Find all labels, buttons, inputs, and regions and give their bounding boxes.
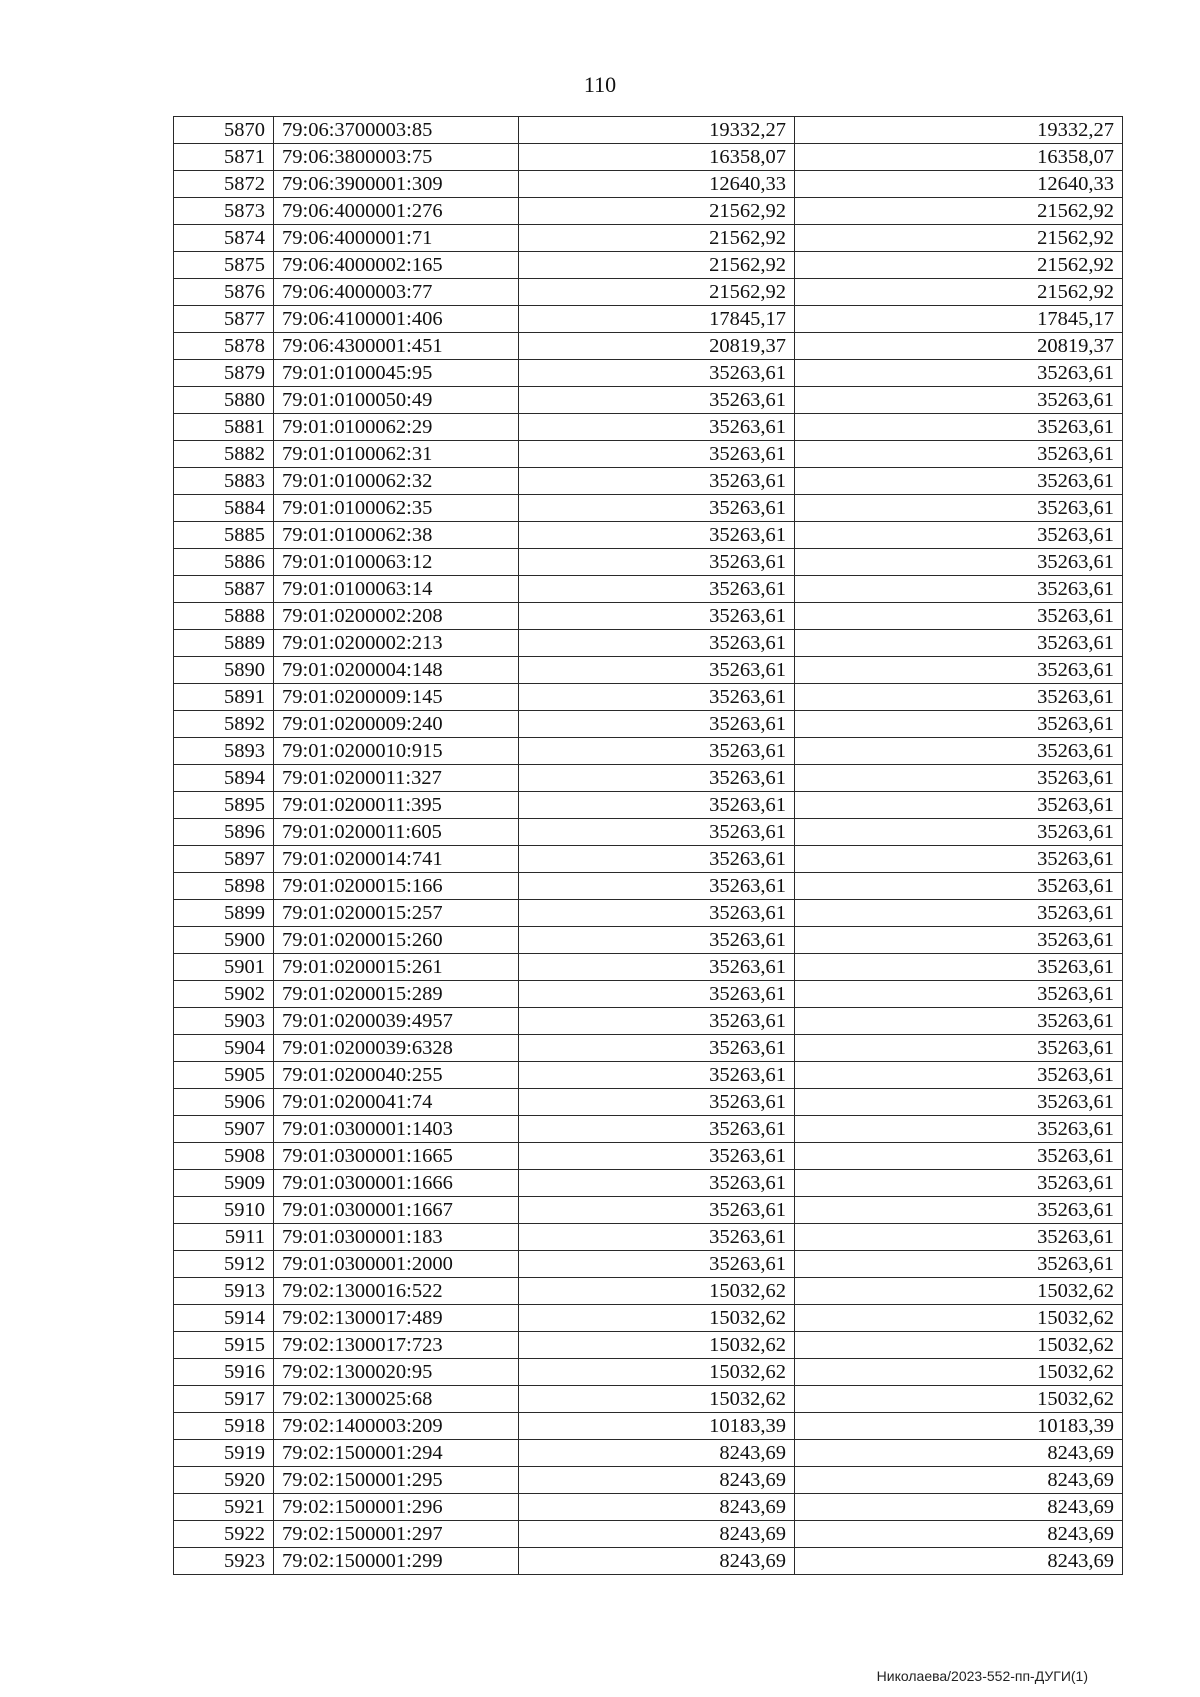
cadastral-number: 79:01:0200040:255 (274, 1062, 519, 1089)
table-row (174, 1278, 1123, 1305)
table-row (174, 171, 1123, 198)
cadastral-number: 79:06:4000001:71 (274, 225, 519, 252)
table-row (174, 1413, 1123, 1440)
value-previous: 35263,61 (519, 495, 795, 522)
cadastral-number: 79:06:4100001:406 (274, 306, 519, 333)
row-number: 5903 (174, 1008, 274, 1035)
value-current: 15032,62 (795, 1332, 1123, 1359)
table-row (174, 1359, 1123, 1386)
table-row (174, 495, 1123, 522)
row-number: 5873 (174, 198, 274, 225)
value-previous: 35263,61 (519, 1035, 795, 1062)
row-number: 5900 (174, 927, 274, 954)
table-row (174, 684, 1123, 711)
cadastral-number: 79:01:0200009:240 (274, 711, 519, 738)
row-number: 5878 (174, 333, 274, 360)
cadastral-number: 79:02:1500001:299 (274, 1548, 519, 1575)
table-row (174, 1548, 1123, 1575)
value-current: 35263,61 (795, 603, 1123, 630)
table-row (174, 333, 1123, 360)
value-current: 15032,62 (795, 1386, 1123, 1413)
row-number: 5883 (174, 468, 274, 495)
row-number: 5879 (174, 360, 274, 387)
row-number: 5920 (174, 1467, 274, 1494)
row-number: 5875 (174, 252, 274, 279)
cadastral-number: 79:01:0200015:261 (274, 954, 519, 981)
value-current: 8243,69 (795, 1548, 1123, 1575)
table-row (174, 873, 1123, 900)
cadastral-number: 79:02:1500001:295 (274, 1467, 519, 1494)
table-row (174, 981, 1123, 1008)
row-number: 5870 (174, 117, 274, 144)
value-previous: 35263,61 (519, 765, 795, 792)
cadastral-number: 79:02:1300016:522 (274, 1278, 519, 1305)
value-current: 16358,07 (795, 144, 1123, 171)
table-row (174, 1008, 1123, 1035)
cadastral-number: 79:01:0100045:95 (274, 360, 519, 387)
row-number: 5913 (174, 1278, 274, 1305)
value-current: 35263,61 (795, 819, 1123, 846)
value-current: 35263,61 (795, 711, 1123, 738)
value-current: 35263,61 (795, 1008, 1123, 1035)
row-number: 5895 (174, 792, 274, 819)
value-previous: 35263,61 (519, 414, 795, 441)
row-number: 5891 (174, 684, 274, 711)
cadastral-number: 79:01:0100062:29 (274, 414, 519, 441)
value-current: 17845,17 (795, 306, 1123, 333)
table-row (174, 1386, 1123, 1413)
value-previous: 21562,92 (519, 225, 795, 252)
cadastral-number: 79:01:0100062:31 (274, 441, 519, 468)
cadastral-number: 79:06:3900001:309 (274, 171, 519, 198)
table-row (174, 387, 1123, 414)
table-row (174, 900, 1123, 927)
cadastral-value-table (173, 116, 1123, 1575)
value-previous: 35263,61 (519, 927, 795, 954)
row-number: 5917 (174, 1386, 274, 1413)
cadastral-number: 79:01:0200010:915 (274, 738, 519, 765)
value-current: 19332,27 (795, 117, 1123, 144)
value-current: 35263,61 (795, 765, 1123, 792)
value-previous: 35263,61 (519, 711, 795, 738)
value-previous: 35263,61 (519, 630, 795, 657)
table-row (174, 198, 1123, 225)
value-current: 35263,61 (795, 1170, 1123, 1197)
row-number: 5893 (174, 738, 274, 765)
cadastral-number: 79:01:0200039:6328 (274, 1035, 519, 1062)
table-row (174, 765, 1123, 792)
table-row (174, 954, 1123, 981)
value-current: 35263,61 (795, 684, 1123, 711)
table-row (174, 711, 1123, 738)
value-current: 20819,37 (795, 333, 1123, 360)
cadastral-number: 79:01:0300001:183 (274, 1224, 519, 1251)
cadastral-number: 79:02:1500001:297 (274, 1521, 519, 1548)
cadastral-number: 79:02:1300017:489 (274, 1305, 519, 1332)
value-previous: 19332,27 (519, 117, 795, 144)
cadastral-number: 79:01:0100063:14 (274, 576, 519, 603)
table-row (174, 603, 1123, 630)
value-current: 35263,61 (795, 414, 1123, 441)
row-number: 5894 (174, 765, 274, 792)
value-current: 35263,61 (795, 1089, 1123, 1116)
page-number: 110 (583, 72, 617, 97)
table-row (174, 1224, 1123, 1251)
value-previous: 15032,62 (519, 1359, 795, 1386)
table-row (174, 738, 1123, 765)
row-number: 5880 (174, 387, 274, 414)
value-previous: 8243,69 (519, 1494, 795, 1521)
table-row (174, 1467, 1123, 1494)
value-current: 35263,61 (795, 738, 1123, 765)
cadastral-number: 79:01:0200015:260 (274, 927, 519, 954)
value-previous: 15032,62 (519, 1278, 795, 1305)
table-row (174, 792, 1123, 819)
table-row (174, 1494, 1123, 1521)
row-number: 5871 (174, 144, 274, 171)
value-previous: 35263,61 (519, 846, 795, 873)
row-number: 5907 (174, 1116, 274, 1143)
row-number: 5904 (174, 1035, 274, 1062)
table-row (174, 522, 1123, 549)
row-number: 5921 (174, 1494, 274, 1521)
table-row (174, 1170, 1123, 1197)
cadastral-number: 79:02:1400003:209 (274, 1413, 519, 1440)
value-current: 15032,62 (795, 1359, 1123, 1386)
value-current: 8243,69 (795, 1494, 1123, 1521)
value-current: 35263,61 (795, 873, 1123, 900)
cadastral-number: 79:01:0200002:213 (274, 630, 519, 657)
table-row (174, 468, 1123, 495)
value-previous: 12640,33 (519, 171, 795, 198)
value-current: 8243,69 (795, 1440, 1123, 1467)
value-current: 35263,61 (795, 1224, 1123, 1251)
value-previous: 35263,61 (519, 900, 795, 927)
value-previous: 16358,07 (519, 144, 795, 171)
cadastral-number: 79:01:0100063:12 (274, 549, 519, 576)
value-current: 35263,61 (795, 792, 1123, 819)
cadastral-number: 79:01:0200015:289 (274, 981, 519, 1008)
table-row (174, 1332, 1123, 1359)
value-previous: 35263,61 (519, 819, 795, 846)
value-current: 35263,61 (795, 360, 1123, 387)
cadastral-number: 79:01:0300001:2000 (274, 1251, 519, 1278)
cadastral-number: 79:01:0200039:4957 (274, 1008, 519, 1035)
value-previous: 35263,61 (519, 954, 795, 981)
value-previous: 35263,61 (519, 1089, 795, 1116)
cadastral-number: 79:01:0300001:1403 (274, 1116, 519, 1143)
value-current: 35263,61 (795, 576, 1123, 603)
value-previous: 35263,61 (519, 576, 795, 603)
cadastral-number: 79:06:3700003:85 (274, 117, 519, 144)
row-number: 5897 (174, 846, 274, 873)
table-row (174, 360, 1123, 387)
value-previous: 35263,61 (519, 792, 795, 819)
value-current: 10183,39 (795, 1413, 1123, 1440)
value-previous: 35263,61 (519, 981, 795, 1008)
cadastral-number: 79:06:4000003:77 (274, 279, 519, 306)
cadastral-number: 79:01:0100062:35 (274, 495, 519, 522)
cadastral-number: 79:02:1300020:95 (274, 1359, 519, 1386)
cadastral-number: 79:06:4000002:165 (274, 252, 519, 279)
row-number: 5872 (174, 171, 274, 198)
value-current: 35263,61 (795, 1116, 1123, 1143)
cadastral-number: 79:01:0300001:1667 (274, 1197, 519, 1224)
table-row (174, 1089, 1123, 1116)
cadastral-number: 79:02:1500001:296 (274, 1494, 519, 1521)
value-previous: 15032,62 (519, 1386, 795, 1413)
cadastral-number: 79:01:0200004:148 (274, 657, 519, 684)
row-number: 5888 (174, 603, 274, 630)
value-current: 15032,62 (795, 1278, 1123, 1305)
row-number: 5916 (174, 1359, 274, 1386)
cadastral-number: 79:02:1300017:723 (274, 1332, 519, 1359)
cadastral-number: 79:06:3800003:75 (274, 144, 519, 171)
value-previous: 35263,61 (519, 1143, 795, 1170)
table-row (174, 576, 1123, 603)
document-reference: Николаева/2023-552-пп-ДУГИ(1) (876, 1668, 1088, 1684)
value-current: 35263,61 (795, 630, 1123, 657)
row-number: 5908 (174, 1143, 274, 1170)
table-row (174, 846, 1123, 873)
value-previous: 21562,92 (519, 252, 795, 279)
row-number: 5882 (174, 441, 274, 468)
value-previous: 35263,61 (519, 657, 795, 684)
value-current: 21562,92 (795, 252, 1123, 279)
row-number: 5876 (174, 279, 274, 306)
cadastral-number: 79:06:4300001:451 (274, 333, 519, 360)
value-current: 35263,61 (795, 1143, 1123, 1170)
value-previous: 35263,61 (519, 441, 795, 468)
value-current: 35263,61 (795, 657, 1123, 684)
value-previous: 35263,61 (519, 1008, 795, 1035)
table-row (174, 1251, 1123, 1278)
cadastral-number: 79:01:0300001:1666 (274, 1170, 519, 1197)
table-row (174, 225, 1123, 252)
row-number: 5922 (174, 1521, 274, 1548)
table-row (174, 819, 1123, 846)
value-previous: 17845,17 (519, 306, 795, 333)
value-previous: 35263,61 (519, 522, 795, 549)
table-row (174, 1143, 1123, 1170)
cadastral-number: 79:01:0200014:741 (274, 846, 519, 873)
value-current: 35263,61 (795, 1197, 1123, 1224)
value-previous: 35263,61 (519, 738, 795, 765)
row-number: 5911 (174, 1224, 274, 1251)
value-previous: 35263,61 (519, 468, 795, 495)
row-number: 5902 (174, 981, 274, 1008)
value-current: 35263,61 (795, 549, 1123, 576)
value-current: 35263,61 (795, 1062, 1123, 1089)
row-number: 5914 (174, 1305, 274, 1332)
table-row (174, 657, 1123, 684)
value-current: 35263,61 (795, 954, 1123, 981)
row-number: 5918 (174, 1413, 274, 1440)
row-number: 5874 (174, 225, 274, 252)
row-number: 5877 (174, 306, 274, 333)
value-previous: 35263,61 (519, 873, 795, 900)
row-number: 5887 (174, 576, 274, 603)
value-current: 8243,69 (795, 1521, 1123, 1548)
value-current: 35263,61 (795, 927, 1123, 954)
row-number: 5889 (174, 630, 274, 657)
table-body (174, 117, 1123, 1575)
table-row (174, 630, 1123, 657)
row-number: 5915 (174, 1332, 274, 1359)
table-row (174, 252, 1123, 279)
value-previous: 35263,61 (519, 549, 795, 576)
value-previous: 8243,69 (519, 1467, 795, 1494)
cadastral-number: 79:01:0200002:208 (274, 603, 519, 630)
row-number: 5901 (174, 954, 274, 981)
value-previous: 35263,61 (519, 1062, 795, 1089)
value-previous: 35263,61 (519, 1224, 795, 1251)
value-current: 21562,92 (795, 225, 1123, 252)
value-previous: 35263,61 (519, 1170, 795, 1197)
value-current: 21562,92 (795, 279, 1123, 306)
value-current: 35263,61 (795, 981, 1123, 1008)
value-previous: 8243,69 (519, 1521, 795, 1548)
row-number: 5884 (174, 495, 274, 522)
value-current: 35263,61 (795, 1251, 1123, 1278)
value-current: 15032,62 (795, 1305, 1123, 1332)
cadastral-number: 79:01:0100050:49 (274, 387, 519, 414)
value-current: 35263,61 (795, 495, 1123, 522)
value-current: 21562,92 (795, 198, 1123, 225)
cadastral-number: 79:01:0200011:605 (274, 819, 519, 846)
value-current: 35263,61 (795, 441, 1123, 468)
table-row (174, 279, 1123, 306)
row-number: 5912 (174, 1251, 274, 1278)
cadastral-number: 79:01:0100062:32 (274, 468, 519, 495)
cadastral-number: 79:01:0300001:1665 (274, 1143, 519, 1170)
table-row (174, 549, 1123, 576)
table-row (174, 927, 1123, 954)
row-number: 5886 (174, 549, 274, 576)
value-previous: 20819,37 (519, 333, 795, 360)
value-previous: 35263,61 (519, 1251, 795, 1278)
value-current: 12640,33 (795, 171, 1123, 198)
cadastral-number: 79:02:1500001:294 (274, 1440, 519, 1467)
value-previous: 35263,61 (519, 1116, 795, 1143)
value-current: 35263,61 (795, 468, 1123, 495)
table-row (174, 1062, 1123, 1089)
value-previous: 35263,61 (519, 1197, 795, 1224)
table-row (174, 1197, 1123, 1224)
cadastral-number: 79:01:0200015:257 (274, 900, 519, 927)
value-previous: 8243,69 (519, 1548, 795, 1575)
value-current: 35263,61 (795, 846, 1123, 873)
value-current: 35263,61 (795, 900, 1123, 927)
value-previous: 15032,62 (519, 1305, 795, 1332)
table-row (174, 1035, 1123, 1062)
row-number: 5898 (174, 873, 274, 900)
row-number: 5899 (174, 900, 274, 927)
table-row (174, 306, 1123, 333)
row-number: 5892 (174, 711, 274, 738)
value-current: 35263,61 (795, 1035, 1123, 1062)
row-number: 5909 (174, 1170, 274, 1197)
cadastral-number: 79:01:0100062:38 (274, 522, 519, 549)
table-row (174, 144, 1123, 171)
cadastral-number: 79:01:0200011:395 (274, 792, 519, 819)
cadastral-number: 79:02:1300025:68 (274, 1386, 519, 1413)
row-number: 5923 (174, 1548, 274, 1575)
value-current: 8243,69 (795, 1467, 1123, 1494)
row-number: 5885 (174, 522, 274, 549)
value-current: 35263,61 (795, 522, 1123, 549)
row-number: 5890 (174, 657, 274, 684)
value-previous: 21562,92 (519, 279, 795, 306)
value-previous: 35263,61 (519, 387, 795, 414)
value-current: 35263,61 (795, 387, 1123, 414)
cadastral-number: 79:06:4000001:276 (274, 198, 519, 225)
row-number: 5896 (174, 819, 274, 846)
cadastral-number: 79:01:0200041:74 (274, 1089, 519, 1116)
row-number: 5906 (174, 1089, 274, 1116)
value-previous: 10183,39 (519, 1413, 795, 1440)
row-number: 5919 (174, 1440, 274, 1467)
value-previous: 35263,61 (519, 360, 795, 387)
value-previous: 15032,62 (519, 1332, 795, 1359)
row-number: 5905 (174, 1062, 274, 1089)
table-row (174, 117, 1123, 144)
value-previous: 21562,92 (519, 198, 795, 225)
cadastral-number: 79:01:0200011:327 (274, 765, 519, 792)
table-row (174, 414, 1123, 441)
row-number: 5881 (174, 414, 274, 441)
value-previous: 35263,61 (519, 603, 795, 630)
cadastral-number: 79:01:0200009:145 (274, 684, 519, 711)
table-row (174, 1440, 1123, 1467)
value-previous: 8243,69 (519, 1440, 795, 1467)
table-row (174, 1305, 1123, 1332)
cadastral-number: 79:01:0200015:166 (274, 873, 519, 900)
value-previous: 35263,61 (519, 684, 795, 711)
table-row (174, 441, 1123, 468)
table-row (174, 1521, 1123, 1548)
row-number: 5910 (174, 1197, 274, 1224)
table-row (174, 1116, 1123, 1143)
